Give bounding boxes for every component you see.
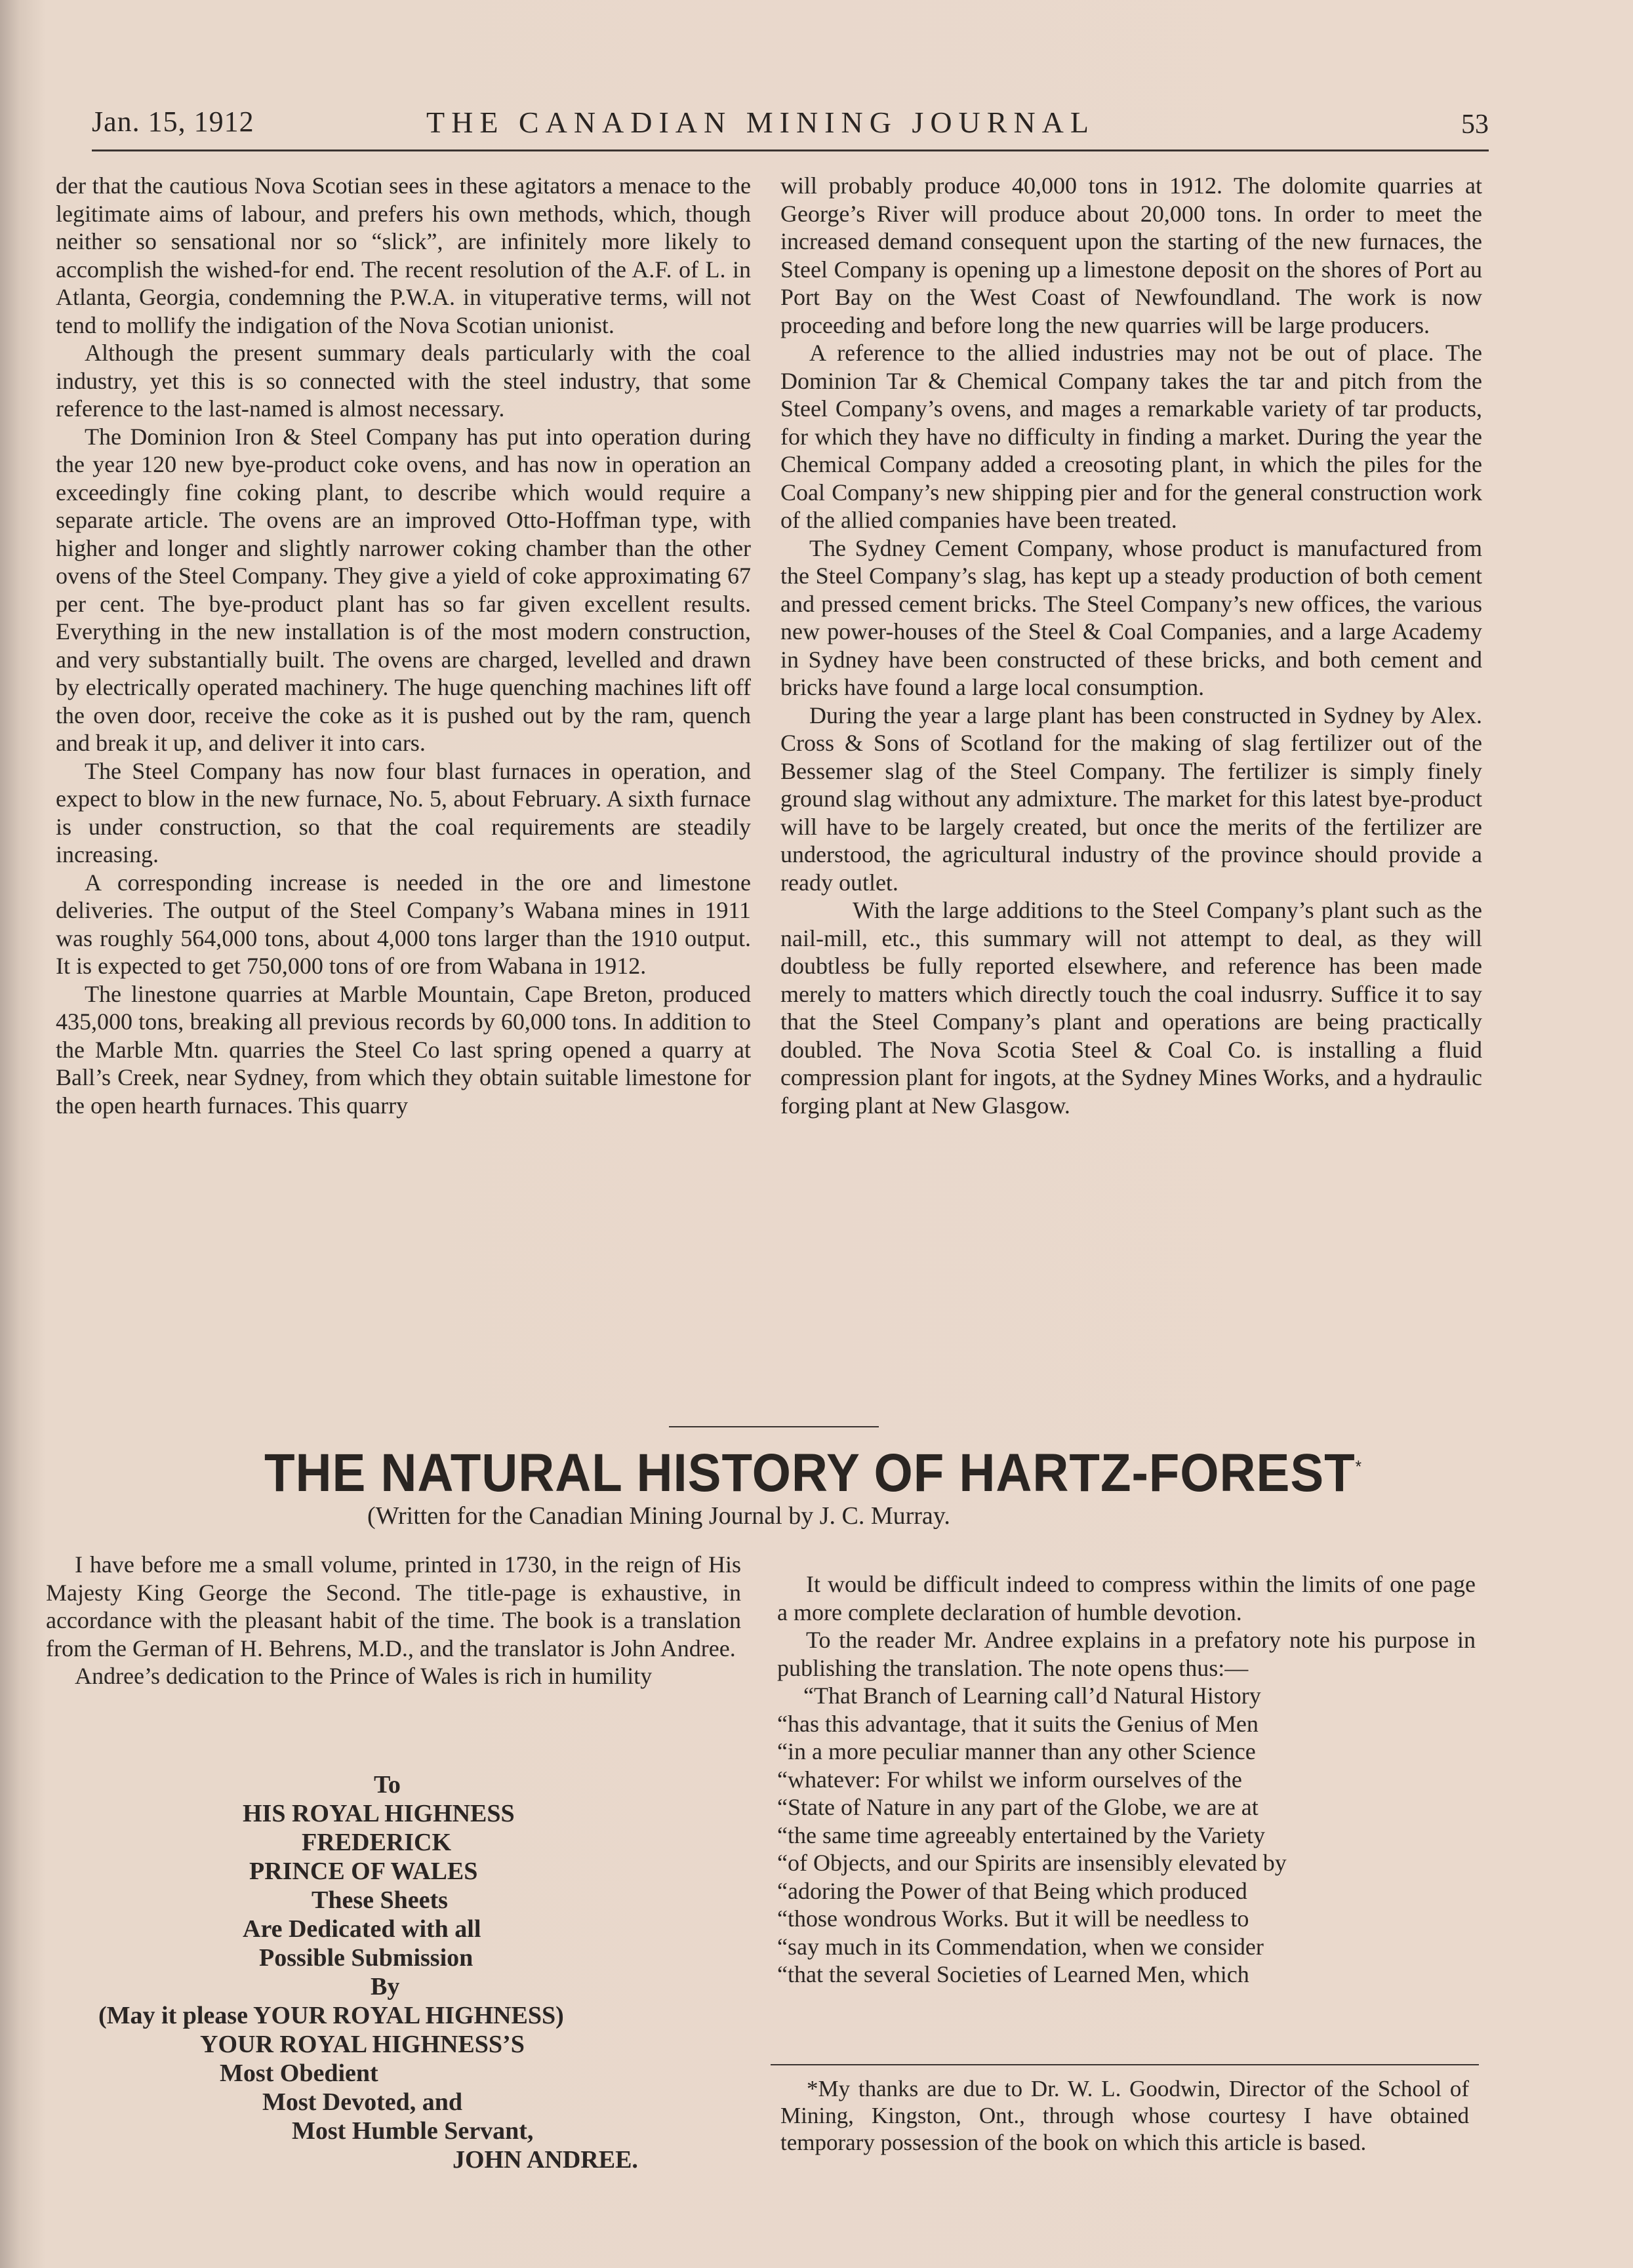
quote-line: “the same time agreeably entertained by the Variety <box>777 1821 1266 1848</box>
paragraph: With the large additions to the Steel Company’s plant such as the nail-mill, etc., this summary will not attempt to deal, as they will doubtless be fully reported elsewhere, and reference has been made merely to matters which directly touch the coal indusrry. Suffice it to say that the Steel Company’s plant and operations are being practically doubled. The Nova Scotia Steel & Coal Co. is installing a fluid compression plant for ingots, at the Sydney Mines Works, and a hydraulic forging plant at New Glasgow. <box>780 897 1482 1119</box>
quote-line: “in a more peculiar manner than any other Science <box>777 1738 1256 1764</box>
article-byline: (Written for the Canadian Mining Journal by J. C. Murray. <box>367 1502 950 1530</box>
paragraph: During the year a large plant has been constructed in Sydney by Alex. Cross & Sons of Scotland for the making of slag fertilizer out of the Bessemer slag of the Steel Company. The fertilizer is simply finely ground slag without any admixture. The market for this latest bye-product will have to be largely created, but once the merits of the fertilizer are understood, the agricultural industry of the province should provide a ready outlet. <box>780 702 1482 896</box>
article-title-text: THE NATURAL HISTORY OF HARTZ-FOREST <box>264 1443 1356 1503</box>
paragraph: The Steel Company has now four blast furnaces in operation, and expect to blow in the new furnace, No. 5, about February. A sixth furnace is under construction, so that the coal requirements are steadily increasing. <box>56 757 751 867</box>
dedication-line: (May it please YOUR ROYAL HIGHNESS) <box>98 2002 564 2029</box>
paragraph: will probably produce 40,000 tons in 1912. The dolomite quarries at George’s River will produce about 20,000 tons. In order to meet the increased demand consequent upon the starting of the new furnaces, the Steel Company is opening up a limestone deposit on the shores of Port au Port Bay on the West Coast of Newfoundland. The work is now proceeding and before long the new quarries will be large producers. <box>780 172 1482 338</box>
title-footnote-mark: * <box>1355 1456 1362 1477</box>
footnote <box>780 2075 1469 2156</box>
dedication-line: Are Dedicated with all <box>243 1915 481 1943</box>
journal-title: THE CANADIAN MINING JOURNAL <box>426 106 1095 139</box>
paragraph: A reference to the allied industries may not be out of place. The Dominion Tar & Chemical Company takes the tar and pitch from the Steel Company’s ovens, and mages a remarkable variety of tar products, for which they have no difficulty in finding a market. During the year the Chemical Company added a creosoting plant, in which the piles for the Coal Company’s new shipping pier and for the general construction work of the allied companies have been treated. <box>780 340 1482 533</box>
quote-line: “adoring the Power of that Being which produced <box>777 1877 1247 1904</box>
section-divider <box>669 1426 879 1427</box>
dedication-line: PRINCE OF WALES <box>249 1858 478 1885</box>
paragraph: I have before me a small volume, printed in 1730, in the reign of His Majesty King George the Second. The title-page is exhaustive, in accordance with the pleasant habit of the time. The book is a translation from the German of H. Behrens, M.D., and the translator is John Andree. <box>46 1551 741 1661</box>
running-header <box>92 98 1489 151</box>
dedication-line: These Sheets <box>312 1886 448 1914</box>
paragraph: To the reader Mr. Andree explains in a prefatory note his purpose in publishing the translation. The note opens thus:— <box>777 1627 1476 1681</box>
page-number: 53 <box>1461 109 1489 140</box>
dedication-line: Most Humble Servant, <box>292 2117 534 2145</box>
signature-line: JOHN ANDREE. <box>453 2146 638 2174</box>
paragraph: der that the cautious Nova Scotian sees in these agitators a menace to the legitimate aims of labour, and prefers his own methods, which, though neither so sensational nor so “slick”, are infinitely more likely to accomplish the wished-for end. The recent resolution of the A.F. of L. in Atlanta, Georgia, condemning the P.W.A. in vituperative terms, will not tend to mollify the indigation of the Nova Scotian unionist. <box>56 172 751 338</box>
dedication-line: Possible Submission <box>259 1944 474 1972</box>
quote-line: “That Branch of Learning call’d Natural History <box>803 1682 1261 1709</box>
dedication-line: Most Devoted, and <box>262 2088 463 2116</box>
paragraph: The linestone quarries at Marble Mountain, Cape Breton, produced 435,000 tons, breaking all previous records by 60,000 tons. In addition to the Marble Mtn. quarries the Steel Co last spring opened a quarry at Ball’s Creek, near Sydney, from which they obtain suitable limestone for the open hearth furnaces. This quarry <box>56 980 751 1119</box>
top-right-column <box>780 172 1482 1119</box>
dedication-line: By <box>371 1973 400 2000</box>
header-date: Jan. 15, 1912 <box>92 106 254 138</box>
quoted-passage <box>777 1682 1476 1989</box>
quote-line: “of Objects, and our Spirits are insensibly elevated by <box>777 1850 1287 1876</box>
quote-line: “State of Nature in any part of the Globe, we are at <box>777 1794 1259 1820</box>
bottom-right-column <box>777 1570 1476 1989</box>
footnote-rule <box>771 2064 1479 2065</box>
paragraph: A corresponding increase is needed in the ore and limestone deliveries. The output of the Steel Company’s Wabana mines in 1911 was roughly 564,000 tons, about 4,000 tons larger than the 1910 output. It is expected to get 750,000 tons of ore from Wabana in 1912. <box>56 869 751 979</box>
dedication-line: To <box>374 1771 401 1799</box>
dedication-line: FREDERICK <box>302 1829 452 1856</box>
quote-line: “has this advantage, that it suits the Genius of Men <box>777 1710 1259 1737</box>
dedication-line: HIS ROYAL HIGHNESS <box>243 1800 515 1827</box>
paragraph: Although the present summary deals particularly with the coal industry, yet this is so connected with the steel industry, that some reference to the last-named is almost necessary. <box>56 340 751 422</box>
paragraph: It would be difficult indeed to compress within the limits of one page a more complete declaration of humble devotion. <box>777 1571 1476 1625</box>
dedication-line: YOUR ROYAL HIGHNESS’S <box>200 2031 525 2058</box>
article-title <box>234 1442 1393 1504</box>
header-rule <box>92 149 1489 151</box>
dedication-block <box>59 1770 735 2174</box>
quote-line: “those wondrous Works. But it will be needless to <box>777 1905 1249 1932</box>
top-left-column <box>56 172 751 1119</box>
paragraph: Andree’s dedication to the Prince of Wales is rich in humility <box>75 1663 653 1689</box>
paragraph: The Dominion Iron & Steel Company has put into operation during the year 120 new bye-product coke ovens, and has now in operation an exceedingly fine coking plant, to describe which would require a separate article. The ovens are an improved Otto-Hoffman type, with higher and longer and slightly narrower coking chamber than the other ovens of the Steel Company. They give a yield of coke approximating 67 per cent. The bye-product plant has so far given excellent results. Everything in the new installation is of the most modern construction, and very substantially built. The ovens are charged, levelled and drawn by electrically operated machinery. The huge quenching machines lift off the oven door, receive the coke as it is pushed out by the ram, quench and break it up, and deliver it into cars. <box>56 423 751 756</box>
quote-line: “that the several Societies of Learned Men, which <box>777 1961 1249 1987</box>
quote-line: “whatever: For whilst we inform ourselves of the <box>777 1766 1242 1793</box>
quote-line: “say much in its Commendation, when we consider <box>777 1933 1264 1960</box>
dedication-line: Most Obedient <box>220 2059 378 2087</box>
bottom-left-column <box>46 1551 741 1690</box>
footnote-text: *My thanks are due to Dr. W. L. Goodwin, Director of the School of Mining, Kingston, Ont., through whose courtesy I have obtained temporary possession of the book on which this article is based. <box>780 2076 1469 2155</box>
paragraph: The Sydney Cement Company, whose product is manufactured from the Steel Company’s slag, has kept up a steady production of both cement and pressed cement bricks. The Steel Company’s new offices, the various new power-houses of the Steel & Coal Companies, and a large Academy in Sydney have been constructed of these bricks, and both cement and bricks have found a large local consumption. <box>780 534 1482 700</box>
